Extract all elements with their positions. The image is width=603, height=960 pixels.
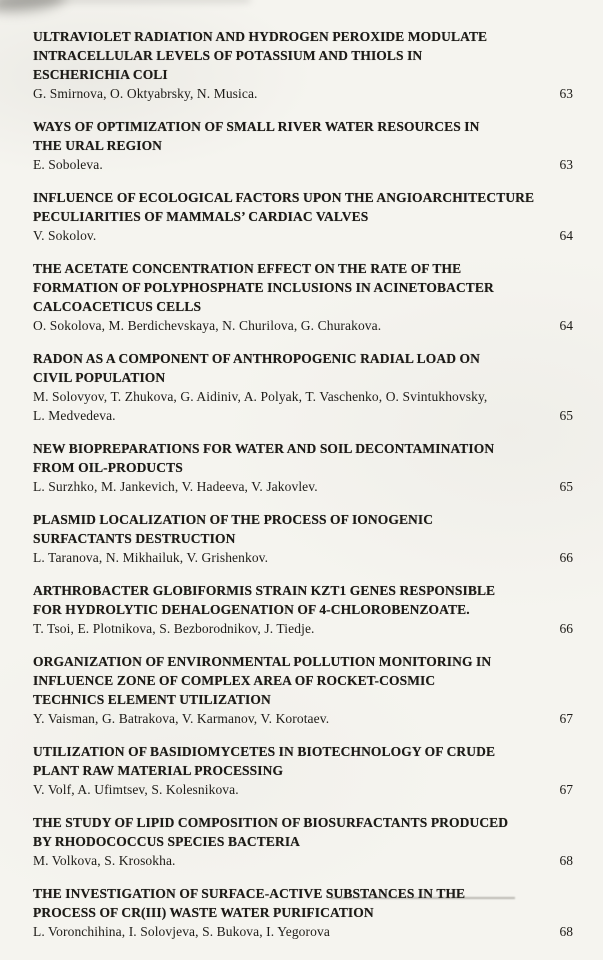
entry-page-number: 68: [559, 924, 573, 939]
entry-author-row: [33, 851, 574, 870]
entry-author-row: [33, 477, 574, 496]
entry-authors: [33, 316, 381, 335]
title-line: TECHNICS ELEMENT UTILIZATION: [33, 692, 271, 707]
entry-author-row: [33, 709, 574, 728]
entry-author-row: [33, 84, 574, 103]
scan-edge-artifact: [0, 0, 250, 2]
entry-title: [33, 349, 574, 387]
entry-title: [33, 652, 574, 709]
entry-author-row: [33, 922, 574, 941]
author-line: V. Volf, A. Ufimtsev, S. Kolesnikova.: [33, 782, 239, 797]
title-line: FOR HYDROLYTIC DEHALOGENATION OF 4-CHLOROBENZOATE.: [33, 602, 470, 617]
title-line: BY RHODOCOCCUS SPECIES BACTERIA: [33, 834, 301, 849]
entry-page-number: 65: [559, 479, 573, 494]
entry-title: [33, 581, 574, 619]
toc-entry: [33, 349, 574, 425]
toc-entry: [33, 652, 574, 728]
title-line: RADON AS A COMPONENT OF ANTHROPOGENIC RADIAL LOAD ON: [33, 351, 480, 366]
title-line: INFLUENCE OF ECOLOGICAL FACTORS UPON THE ANGIOARCHITECTURE: [33, 190, 535, 205]
title-line: PROCESS OF CR(III) WASTE WATER PURIFICATION: [33, 905, 374, 920]
entry-authors: [33, 548, 268, 567]
entry-author-row: [33, 387, 574, 425]
title-line: THE ACETATE CONCENTRATION EFFECT ON THE RATE OF THE: [33, 261, 462, 276]
entry-page-number: 67: [559, 782, 573, 797]
title-line: FROM OIL-PRODUCTS: [33, 460, 183, 475]
entry-page-number: 63: [559, 86, 573, 101]
entry-page-number: 67: [559, 711, 573, 726]
toc-entry: [33, 884, 574, 941]
title-line: WAYS OF OPTIMIZATION OF SMALL RIVER WATER RESOURCES IN: [33, 119, 480, 134]
entry-page-number: 64: [559, 318, 573, 333]
entry-page-number: 63: [559, 157, 573, 172]
entry-title: [33, 188, 574, 226]
entry-authors: [33, 922, 330, 941]
author-line: V. Sokolov.: [33, 228, 97, 243]
title-line: PLANT RAW MATERIAL PROCESSING: [33, 763, 284, 778]
toc-entry: [33, 259, 574, 335]
title-line: THE STUDY OF LIPID COMPOSITION OF BIOSURFACTANTS PRODUCED: [33, 815, 509, 830]
title-line: INTRACELLULAR LEVELS OF POTASSIUM AND THIOLS IN: [33, 48, 423, 63]
entry-page-number: 64: [559, 228, 573, 243]
author-line: M. Volkova, S. Krosokha.: [33, 853, 176, 868]
toc-entry: [33, 510, 574, 567]
title-line: ARTHROBACTER GLOBIFORMIS STRAIN KZT1 GENES RESPONSIBLE: [33, 583, 496, 598]
entry-authors: [33, 84, 258, 103]
entry-authors: [33, 387, 487, 425]
entry-title: [33, 884, 574, 922]
toc-entry: [33, 439, 574, 496]
entry-authors: [33, 226, 96, 245]
entry-authors: [33, 619, 315, 638]
entry-page-number: 65: [559, 408, 573, 423]
title-line: NEW BIOPREPARATIONS FOR WATER AND SOIL DECONTAMINATION: [33, 441, 495, 456]
toc-entry: [33, 117, 574, 174]
entry-page-number: 68: [559, 853, 573, 868]
title-line: PECULIARITIES OF MAMMALS’ CARDIAC VALVES: [33, 209, 369, 224]
title-line: SURFACTANTS DESTRUCTION: [33, 531, 236, 546]
entry-page-number: 66: [559, 621, 573, 636]
entry-author-row: [33, 780, 574, 799]
scan-smudge-artifact: [0, 0, 67, 15]
author-line: L. Surzhko, M. Jankevich, V. Hadeeva, V. Jakovlev.: [33, 479, 318, 494]
entry-authors: [33, 851, 176, 870]
title-line: CALCOACETICUS CELLS: [33, 299, 202, 314]
entry-authors: [33, 709, 329, 728]
author-line: L. Medvedeva.: [33, 408, 116, 423]
title-line: THE URAL REGION: [33, 138, 163, 153]
toc-entry: [33, 27, 574, 103]
toc-entry: [33, 581, 574, 638]
entry-title: [33, 813, 574, 851]
entry-title: [33, 259, 574, 316]
title-line: ORGANIZATION OF ENVIRONMENTAL POLLUTION MONITORING IN: [33, 654, 492, 669]
author-line: T. Tsoi, E. Plotnikova, S. Bezborodnikov, J. Tiedje.: [33, 621, 315, 636]
entry-author-row: [33, 316, 574, 335]
entry-authors: [33, 780, 239, 799]
title-line: PLASMID LOCALIZATION OF THE PROCESS OF IONOGENIC: [33, 512, 434, 527]
entry-author-row: [33, 226, 574, 245]
entry-author-row: [33, 548, 574, 567]
entry-title: [33, 27, 574, 84]
title-line: ESCHERICHIA COLI: [33, 67, 168, 82]
author-line: G. Smirnova, O. Oktyabrsky, N. Musica.: [33, 86, 258, 101]
author-line: O. Sokolova, M. Berdichevskaya, N. Churilova, G. Churakova.: [33, 318, 382, 333]
entry-title: [33, 117, 574, 155]
author-line: M. Solovyov, T. Zhukova, G. Aidiniv, A. Polyak, T. Vaschenko, O. Svintukhovsky,: [33, 389, 488, 404]
title-line: THE INVESTIGATION OF SURFACE-ACTIVE SUBSTANCES IN THE: [33, 886, 466, 901]
toc-entry: [33, 742, 574, 799]
entry-author-row: [33, 155, 574, 174]
title-line: CIVIL POPULATION: [33, 370, 166, 385]
author-line: Y. Vaisman, G. Batrakova, V. Karmanov, V. Korotaev.: [33, 711, 330, 726]
toc-entry: [33, 813, 574, 870]
scan-line-artifact: [330, 897, 515, 899]
author-line: E. Soboleva.: [33, 157, 103, 172]
title-line: UTILIZATION OF BASIDIOMYCETES IN BIOTECHNOLOGY OF CRUDE: [33, 744, 496, 759]
title-line: FORMATION OF POLYPHOSPHATE INCLUSIONS IN ACINETOBACTER: [33, 280, 494, 295]
title-line: ULTRAVIOLET RADIATION AND HYDROGEN PEROXIDE MODULATE: [33, 29, 488, 44]
title-line: INFLUENCE ZONE OF COMPLEX AREA OF ROCKET-COSMIC: [33, 673, 436, 688]
author-line: L. Taranova, N. Mikhailuk, V. Grishenkov.: [33, 550, 269, 565]
author-line: L. Voronchihina, I. Solovjeva, S. Bukova, I. Yegorova: [33, 924, 330, 939]
toc-list: [33, 27, 574, 941]
entry-page-number: 66: [559, 550, 573, 565]
entry-author-row: [33, 619, 574, 638]
entry-title: [33, 742, 574, 780]
entry-authors: [33, 477, 318, 496]
entry-title: [33, 439, 574, 477]
entry-authors: [33, 155, 103, 174]
entry-title: [33, 510, 574, 548]
toc-entry: [33, 188, 574, 245]
